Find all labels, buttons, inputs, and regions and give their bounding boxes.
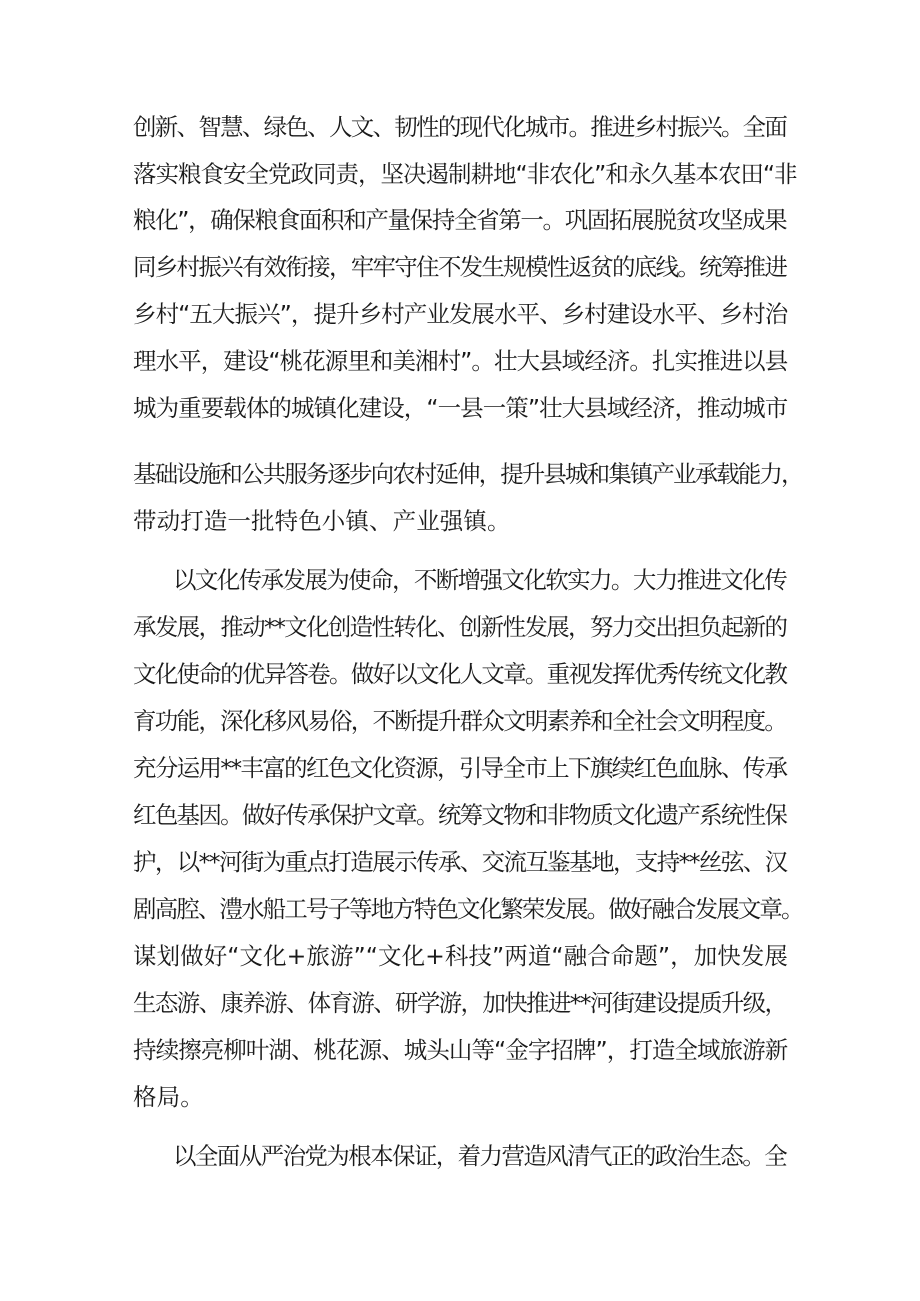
paragraph-line: 以文化传承发展为使命，不断增强文化软实力。大力推进文化传 — [173, 566, 787, 594]
paragraph-line: 带动打造一批特色小镇、产业强镇。 — [133, 507, 511, 535]
paragraph-line: 文化使命的优异答卷。做好以文化人文章。重视发挥优秀传统文化教 — [133, 660, 787, 688]
paragraph-line: 粮化”，确保粮食面积和产量保持全省第一。巩固拓展脱贫攻坚成果 — [133, 206, 787, 234]
paragraph-line: 城为重要载体的城镇化建设，“一县一策”壮大县域经济，推动城市 — [133, 394, 788, 422]
paragraph-line: 剧高腔、澧水船工号子等地方特色文化繁荣发展。做好融合发展文章。 — [133, 895, 803, 923]
paragraph-line: 落实粮食安全党政同责，坚决遏制耕地“非农化”和永久基本农田“非 — [133, 160, 797, 188]
paragraph-line: 红色基因。做好传承保护文章。统筹文物和非物质文化遗产系统性保 — [133, 801, 787, 829]
paragraph-line: 基础设施和公共服务逐步向农村延伸，提升县城和集镇产业承载能力， — [133, 460, 803, 488]
paragraph-line: 承发展，推动**文化创造性转化、创新性发展，努力交出担负起新的 — [133, 613, 787, 641]
paragraph-line: 护，以**河街为重点打造展示传承、交流互鉴基地，支持**丝弦、汉 — [133, 848, 787, 876]
paragraph-line: 育功能，深化移风易俗，不断提升群众文明素养和全社会文明程度。 — [133, 707, 787, 735]
paragraph-line: 同乡村振兴有效衔接，牢牢守住不发生规模性返贫的底线。统筹推进 — [133, 253, 787, 281]
paragraph-line: 谋划做好“文化+旅游”“文化+科技”两道“融合命题”，加快发展 — [133, 942, 788, 970]
paragraph-line: 理水平，建设“桃花源里和美湘村”。壮大县域经济。扎实推进以县 — [133, 347, 788, 375]
paragraph-line: 充分运用**丰富的红色文化资源，引导全市上下旗续红色血脉、传承 — [133, 754, 787, 782]
paragraph-line: 以全面从严治党为根本保证，着力营造风清气正的政治生态。全 — [173, 1142, 787, 1170]
paragraph-line: 生态游、康养游、体育游、研学游，加快推进**河街建设提质升级， — [133, 989, 787, 1017]
paragraph-line: 创新、智慧、绿色、人文、韧性的现代化城市。推进乡村振兴。全面 — [133, 113, 787, 141]
paragraph-line: 持续擦亮柳叶湖、桃花源、城头山等“金字招牌”，打造全域旅游新 — [133, 1036, 788, 1064]
paragraph-line: 格局。 — [133, 1083, 204, 1111]
paragraph-line: 乡村“五大振兴”，提升乡村产业发展水平、乡村建设水平、乡村治 — [133, 300, 788, 328]
